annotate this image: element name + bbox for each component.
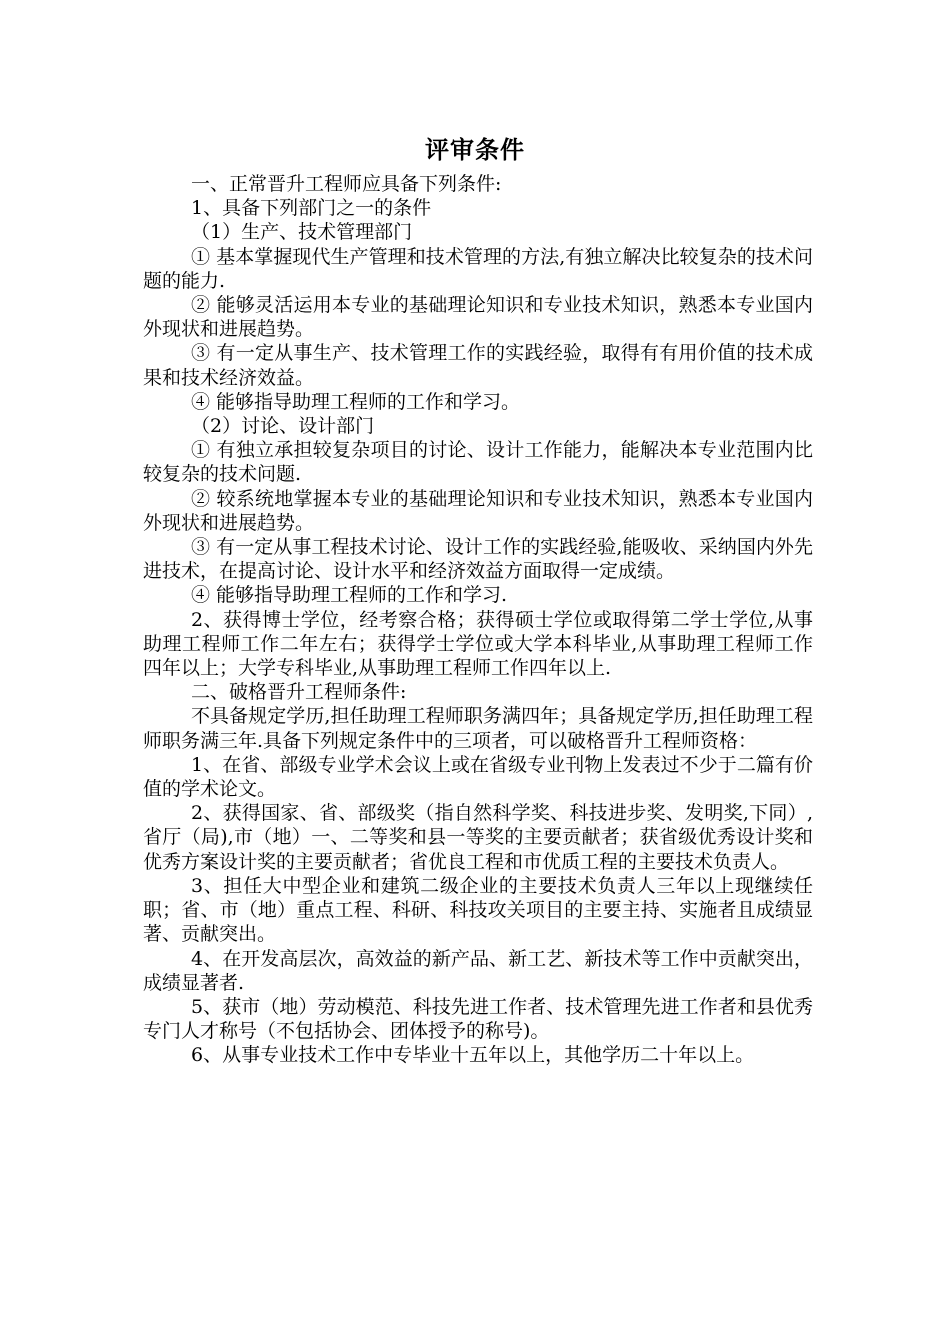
paragraph: 6、从事专业技术工作中专毕业十五年以上，其他学历二十年以上。	[191, 1044, 755, 1067]
paragraph: ① 基本掌握现代生产管理和技术管理的方法,有独立解决比较复杂的技术问题的能力.	[143, 245, 813, 292]
paragraph: 4、在开发高层次，高效益的新产品、新工艺、新技术等工作中贡献突出，成绩显著者.	[143, 947, 813, 994]
paragraph: ② 能够灵活运用本专业的基础理论知识和专业技术知识，熟悉本专业国内外现状和进展趋势。	[143, 294, 813, 341]
paragraph: ④ 能够指导助理工程师的工作和学习。	[191, 390, 521, 413]
paragraph: 不具备规定学历,担任助理工程师职务满四年；具备规定学历,担任助理工程师职务满三年.具备下列规定条件中的三项者，可以破格晋升工程师资格：	[143, 705, 813, 752]
paragraph: 二、破格晋升工程师条件:	[191, 681, 407, 704]
paragraph: 一、正常晋升工程师应具备下列条件:	[191, 173, 502, 195]
document-title: 评审条件	[425, 135, 525, 164]
paragraph: ② 较系统地掌握本专业的基础理论知识和专业技术知识，熟悉本专业国内外现状和进展趋势。	[143, 487, 813, 534]
document-body	[143, 172, 813, 1068]
paragraph: ④ 能够指导助理工程师的工作和学习.	[191, 584, 508, 607]
paragraph: 1、在省、部级专业学术会议上或在省级专业刊物上发表过不少于二篇有价值的学术论文。	[143, 753, 813, 801]
paragraph: （2）讨论、设计部门	[191, 415, 375, 438]
paragraph: 5、获市（地）劳动模范、科技先进工作者、技术管理先进工作者和县优秀专门人才称号（不包括协会、团体授予的称号)。	[143, 995, 813, 1043]
paragraph: 1、具备下列部门之一的条件	[191, 197, 432, 220]
paragraph: 3、担任大中型企业和建筑二级企业的主要技术负责人三年以上现继续任职；省、市（地）重点工程、科研、科技攻关项目的主要主持、实施者且成绩显著、贡献突出。	[143, 874, 813, 946]
paragraph: ③ 有一定从事工程技术讨论、设计工作的实践经验,能吸收、采纳国内外先进技术，在提高讨论、设计水平和经济效益方面取得一定成绩。	[143, 536, 813, 583]
paragraph: 2、获得博士学位，经考察合格；获得硕士学位或取得第二学士学位,从事助理工程师工作二年左右；获得学士学位或大学本科毕业,从事助理工程师工作四年以上；大学专科毕业,从事助理工程师工作四年以上.	[143, 608, 813, 680]
paragraph: ① 有独立承担较复杂项目的讨论、设计工作能力，能解决本专业范围内比较复杂的技术问题.	[143, 439, 813, 486]
paragraph: （1）生产、技术管理部门	[191, 221, 413, 244]
paragraph: ③ 有一定从事生产、技术管理工作的实践经验，取得有有用价值的技术成果和技术经济效益。	[143, 342, 813, 389]
paragraph: 2、获得国家、省、部级奖（指自然科学奖、科技进步奖、发明奖,下同）,省厅（局),市（地）一、二等奖和县一等奖的主要贡献者；获省级优秀设计奖和优秀方案设计奖的主要贡献者；省优良工程和市优质工程的主要技术负责人。	[143, 802, 813, 873]
